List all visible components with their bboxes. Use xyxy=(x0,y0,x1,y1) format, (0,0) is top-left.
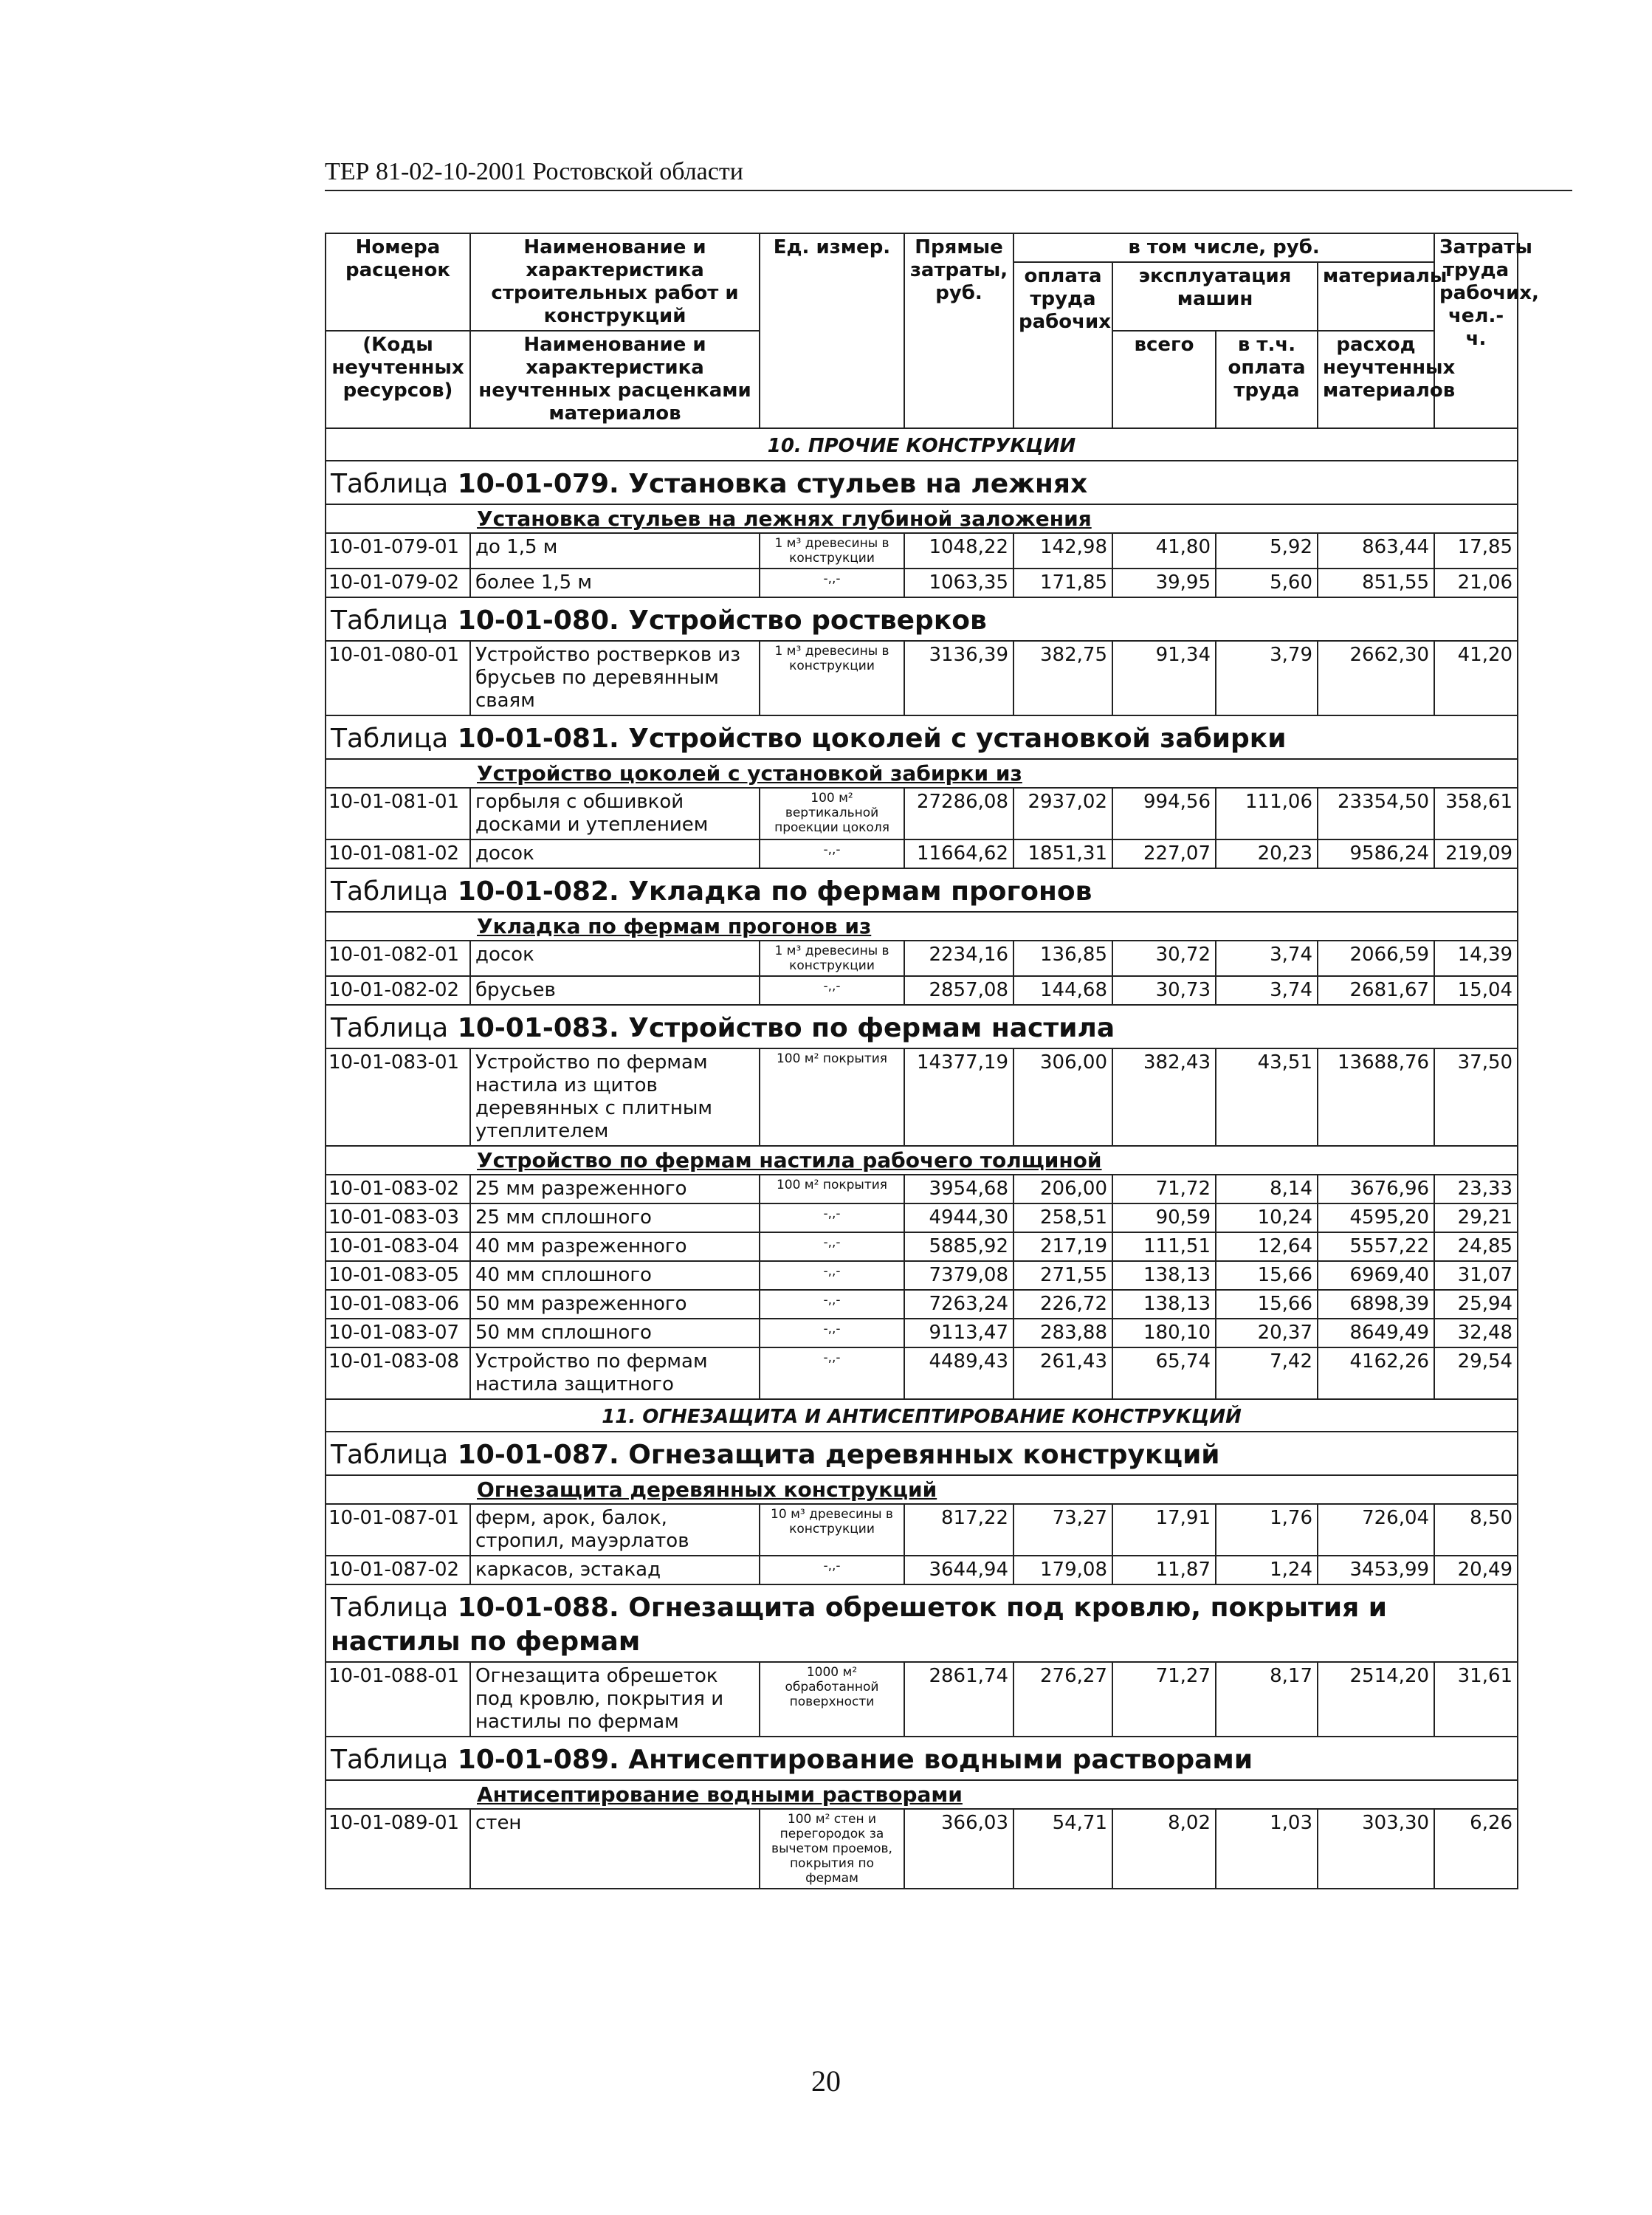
work-name: более 1,5 м xyxy=(470,569,760,597)
table-title-row xyxy=(326,1584,1518,1662)
work-name: до 1,5 м xyxy=(470,533,760,569)
table-row xyxy=(326,1504,1518,1556)
work-name: Огнезащита обрешеток под кровлю, покрытия и настилы по фермам xyxy=(470,1662,760,1737)
col-machines-header: эксплуатация машин xyxy=(1112,262,1318,331)
unit-of-measure: 1000 м² обработанной поверхности xyxy=(760,1662,904,1737)
work-name: стен xyxy=(470,1809,760,1889)
table-label: Таблица xyxy=(331,469,449,499)
table-title-row xyxy=(326,1005,1518,1048)
labor-pay: 54,71 xyxy=(1013,1809,1112,1889)
subtitle-row xyxy=(326,504,1518,533)
col-labor-header: Затраты труда рабочих, чел.-ч. xyxy=(1434,233,1518,428)
machine-cost: 382,43 xyxy=(1112,1048,1216,1146)
col-name-header: Наименование и характеристика строительных работ и конструкций xyxy=(470,233,760,331)
labor-pay: 276,27 xyxy=(1013,1662,1112,1737)
direct-cost: 1048,22 xyxy=(904,533,1013,569)
machine-labor-pay: 8,17 xyxy=(1216,1662,1318,1737)
machine-labor-pay: 15,66 xyxy=(1216,1261,1318,1290)
labor-hours: 14,39 xyxy=(1434,941,1518,976)
unit-of-measure: 100 м² вертикальной проекции цоколя xyxy=(760,788,904,839)
document-title: ТЕР 81-02-10-2001 Ростовской области xyxy=(325,158,743,185)
work-name: 25 мм сплошного xyxy=(470,1203,760,1232)
labor-pay: 283,88 xyxy=(1013,1319,1112,1347)
direct-cost: 7379,08 xyxy=(904,1261,1013,1290)
work-name: брусьев xyxy=(470,976,760,1005)
rate-code: 10-01-080-01 xyxy=(326,641,470,715)
unit-of-measure: 10 м³ древесины в конструкции xyxy=(760,1504,904,1556)
materials-cost: 5557,22 xyxy=(1318,1232,1434,1261)
machine-cost: 65,74 xyxy=(1112,1347,1216,1399)
work-name: 40 мм разреженного xyxy=(470,1232,760,1261)
direct-cost: 2861,74 xyxy=(904,1662,1013,1737)
materials-cost: 8649,49 xyxy=(1318,1319,1434,1347)
labor-pay: 73,27 xyxy=(1013,1504,1112,1556)
labor-hours: 24,85 xyxy=(1434,1232,1518,1261)
table-title: 10-01-080. Устройство ростверков xyxy=(457,605,987,636)
labor-pay: 206,00 xyxy=(1013,1175,1112,1203)
section-title: 10. ПРОЧИЕ КОНСТРУКЦИИ xyxy=(326,428,1518,461)
machine-labor-pay: 111,06 xyxy=(1216,788,1318,839)
machine-labor-pay: 5,92 xyxy=(1216,533,1318,569)
col-direct-header: Прямые затраты, руб. xyxy=(904,233,1013,428)
unit-of-measure: 1 м³ древесины в конструкции xyxy=(760,533,904,569)
table-title-row xyxy=(326,1432,1518,1475)
table-row xyxy=(326,788,1518,839)
machine-cost: 8,02 xyxy=(1112,1809,1216,1889)
labor-hours: 41,20 xyxy=(1434,641,1518,715)
machine-labor-pay: 10,24 xyxy=(1216,1203,1318,1232)
machine-cost: 180,10 xyxy=(1112,1319,1216,1347)
col-total-header: всего xyxy=(1112,331,1216,428)
col-codes-header: (Коды неучтенных ресурсов) xyxy=(326,331,470,428)
table-title: 10-01-089. Антисептирование водными растворами xyxy=(457,1745,1253,1775)
machine-cost: 11,87 xyxy=(1112,1556,1216,1584)
machine-cost: 41,80 xyxy=(1112,533,1216,569)
labor-pay: 217,19 xyxy=(1013,1232,1112,1261)
direct-cost: 11664,62 xyxy=(904,839,1013,868)
section-title: 11. ОГНЕЗАЩИТА И АНТИСЕПТИРОВАНИЕ КОНСТРУКЦИЙ xyxy=(326,1399,1518,1432)
unit-of-measure: 100 м² стен и перегородок за вычетом проемов, покрытия по фермам xyxy=(760,1809,904,1889)
table-body xyxy=(326,428,1518,1889)
machine-cost: 30,72 xyxy=(1112,941,1216,976)
table-title: 10-01-083. Устройство по фермам настила xyxy=(457,1013,1115,1043)
labor-pay: 2937,02 xyxy=(1013,788,1112,839)
machine-labor-pay: 1,03 xyxy=(1216,1809,1318,1889)
labor-pay: 261,43 xyxy=(1013,1347,1112,1399)
direct-cost: 9113,47 xyxy=(904,1319,1013,1347)
machine-cost: 90,59 xyxy=(1112,1203,1216,1232)
direct-cost: 3136,39 xyxy=(904,641,1013,715)
direct-cost: 4489,43 xyxy=(904,1347,1013,1399)
direct-cost: 2857,08 xyxy=(904,976,1013,1005)
machine-labor-pay: 1,24 xyxy=(1216,1556,1318,1584)
table-title-row xyxy=(326,597,1518,641)
machine-labor-pay: 7,42 xyxy=(1216,1347,1318,1399)
materials-cost: 6969,40 xyxy=(1318,1261,1434,1290)
rate-code: 10-01-079-02 xyxy=(326,569,470,597)
direct-cost: 3644,94 xyxy=(904,1556,1013,1584)
labor-pay: 144,68 xyxy=(1013,976,1112,1005)
materials-cost: 2681,67 xyxy=(1318,976,1434,1005)
materials-cost: 726,04 xyxy=(1318,1504,1434,1556)
machine-cost: 39,95 xyxy=(1112,569,1216,597)
labor-hours: 29,21 xyxy=(1434,1203,1518,1232)
table-label: Таблица xyxy=(331,1745,449,1775)
unit-of-measure: -,,- xyxy=(760,976,904,1005)
table-subtitle: Укладка по фермам прогонов из xyxy=(326,912,1518,941)
table-title-row xyxy=(326,1737,1518,1780)
table-label: Таблица xyxy=(331,605,449,636)
rate-code: 10-01-089-01 xyxy=(326,1809,470,1889)
direct-cost: 7263,24 xyxy=(904,1290,1013,1319)
table-title: 10-01-081. Устройство цоколей с установкой забирки xyxy=(457,724,1287,754)
subtitle-row xyxy=(326,1475,1518,1504)
col-machpay-header: в т.ч. оплата труда xyxy=(1216,331,1318,428)
price-table xyxy=(325,233,1539,1889)
rate-code: 10-01-083-07 xyxy=(326,1319,470,1347)
labor-pay: 171,85 xyxy=(1013,569,1112,597)
machine-cost: 30,73 xyxy=(1112,976,1216,1005)
section-row xyxy=(326,1399,1518,1432)
work-name: 40 мм сплошного xyxy=(470,1261,760,1290)
table-title: 10-01-082. Укладка по фермам прогонов xyxy=(457,876,1092,907)
labor-pay: 306,00 xyxy=(1013,1048,1112,1146)
table-row xyxy=(326,941,1518,976)
materials-cost: 851,55 xyxy=(1318,569,1434,597)
rate-code: 10-01-083-05 xyxy=(326,1261,470,1290)
direct-cost: 27286,08 xyxy=(904,788,1013,839)
subtitle-row xyxy=(326,1146,1518,1175)
labor-pay: 136,85 xyxy=(1013,941,1112,976)
labor-pay: 271,55 xyxy=(1013,1261,1112,1290)
table-row xyxy=(326,1261,1518,1290)
subtitle-row xyxy=(326,1780,1518,1809)
machine-cost: 17,91 xyxy=(1112,1504,1216,1556)
machine-cost: 138,13 xyxy=(1112,1261,1216,1290)
table-header xyxy=(326,233,1539,428)
machine-labor-pay: 1,76 xyxy=(1216,1504,1318,1556)
labor-hours: 29,54 xyxy=(1434,1347,1518,1399)
table-label: Таблица xyxy=(331,724,449,754)
work-name: 25 мм разреженного xyxy=(470,1175,760,1203)
labor-pay: 382,75 xyxy=(1013,641,1112,715)
table-label: Таблица xyxy=(331,876,449,907)
materials-cost: 2662,30 xyxy=(1318,641,1434,715)
machine-cost: 227,07 xyxy=(1112,839,1216,868)
labor-pay: 258,51 xyxy=(1013,1203,1112,1232)
direct-cost: 4944,30 xyxy=(904,1203,1013,1232)
col-materials-header: материалы xyxy=(1318,262,1434,331)
rate-code: 10-01-083-03 xyxy=(326,1203,470,1232)
unit-of-measure: 1 м³ древесины в конструкции xyxy=(760,641,904,715)
machine-labor-pay: 3,74 xyxy=(1216,976,1318,1005)
direct-cost: 366,03 xyxy=(904,1809,1013,1889)
col-incl-header: в том числе, руб. xyxy=(1013,233,1434,262)
table-row xyxy=(326,1175,1518,1203)
table-subtitle: Устройство по фермам настила рабочего толщиной xyxy=(326,1146,1518,1175)
labor-hours: 6,26 xyxy=(1434,1809,1518,1889)
direct-cost: 1063,35 xyxy=(904,569,1013,597)
table-row xyxy=(326,976,1518,1005)
table-title: 10-01-079. Установка стульев на лежнях xyxy=(457,469,1088,499)
table-subtitle: Устройство цоколей с установкой забирки из xyxy=(326,759,1518,788)
machine-labor-pay: 20,23 xyxy=(1216,839,1318,868)
labor-hours: 32,48 xyxy=(1434,1319,1518,1347)
direct-cost: 14377,19 xyxy=(904,1048,1013,1146)
work-name: 50 мм разреженного xyxy=(470,1290,760,1319)
unit-of-measure: -,,- xyxy=(760,1556,904,1584)
rate-code: 10-01-083-06 xyxy=(326,1290,470,1319)
work-name: горбыля с обшивкой досками и утеплением xyxy=(470,788,760,839)
labor-hours: 8,50 xyxy=(1434,1504,1518,1556)
labor-pay: 226,72 xyxy=(1013,1290,1112,1319)
unit-of-measure: -,,- xyxy=(760,1290,904,1319)
labor-hours: 219,09 xyxy=(1434,839,1518,868)
work-name: 50 мм сплошного xyxy=(470,1319,760,1347)
unit-of-measure: -,,- xyxy=(760,1261,904,1290)
labor-hours: 15,04 xyxy=(1434,976,1518,1005)
materials-cost: 2066,59 xyxy=(1318,941,1434,976)
labor-hours: 31,07 xyxy=(1434,1261,1518,1290)
table-row xyxy=(326,839,1518,868)
table-row xyxy=(326,1203,1518,1232)
table-subtitle: Установка стульев на лежнях глубиной заложения xyxy=(326,504,1518,533)
title-rule xyxy=(325,190,1572,191)
col-name2-header: Наименование и характеристика неучтенных расценками материалов xyxy=(470,331,760,428)
labor-hours: 37,50 xyxy=(1434,1048,1518,1146)
machine-labor-pay: 43,51 xyxy=(1216,1048,1318,1146)
labor-hours: 17,85 xyxy=(1434,533,1518,569)
rate-code: 10-01-083-01 xyxy=(326,1048,470,1146)
rate-code: 10-01-081-02 xyxy=(326,839,470,868)
work-name: Устройство ростверков из брусьев по деревянным сваям xyxy=(470,641,760,715)
rate-code: 10-01-082-02 xyxy=(326,976,470,1005)
materials-cost: 863,44 xyxy=(1318,533,1434,569)
table-subtitle: Антисептирование водными растворами xyxy=(326,1780,1518,1809)
rate-code: 10-01-083-04 xyxy=(326,1232,470,1261)
machine-cost: 71,72 xyxy=(1112,1175,1216,1203)
table-row xyxy=(326,1319,1518,1347)
table-row xyxy=(326,569,1518,597)
price-table-frame xyxy=(325,233,1539,2041)
materials-cost: 4162,26 xyxy=(1318,1347,1434,1399)
machine-cost: 91,34 xyxy=(1112,641,1216,715)
rate-code: 10-01-083-02 xyxy=(326,1175,470,1203)
table-title-row xyxy=(326,868,1518,912)
unit-of-measure: -,,- xyxy=(760,1319,904,1347)
table-subtitle: Огнезащита деревянных конструкций xyxy=(326,1475,1518,1504)
labor-hours: 31,61 xyxy=(1434,1662,1518,1737)
table-row xyxy=(326,1048,1518,1146)
materials-cost: 6898,39 xyxy=(1318,1290,1434,1319)
materials-cost: 3453,99 xyxy=(1318,1556,1434,1584)
table-row xyxy=(326,1347,1518,1399)
work-name: Устройство по фермам настила защитного xyxy=(470,1347,760,1399)
table-row xyxy=(326,1556,1518,1584)
labor-hours: 21,06 xyxy=(1434,569,1518,597)
materials-cost: 13688,76 xyxy=(1318,1048,1434,1146)
table-title-row xyxy=(326,715,1518,759)
table-row xyxy=(326,533,1518,569)
col-matexp-header: расход неучтенных материалов xyxy=(1318,331,1434,428)
materials-cost: 2514,20 xyxy=(1318,1662,1434,1737)
machine-labor-pay: 20,37 xyxy=(1216,1319,1318,1347)
rate-code: 10-01-079-01 xyxy=(326,533,470,569)
materials-cost: 9586,24 xyxy=(1318,839,1434,868)
unit-of-measure: 100 м² покрытия xyxy=(760,1175,904,1203)
unit-of-measure: -,,- xyxy=(760,569,904,597)
col-pay-header: оплата труда рабочих xyxy=(1013,262,1112,428)
rate-code: 10-01-087-01 xyxy=(326,1504,470,1556)
machine-labor-pay: 3,79 xyxy=(1216,641,1318,715)
materials-cost: 4595,20 xyxy=(1318,1203,1434,1232)
subtitle-row xyxy=(326,759,1518,788)
col-unit-header: Ед. измер. xyxy=(760,233,904,428)
materials-cost: 23354,50 xyxy=(1318,788,1434,839)
labor-hours: 23,33 xyxy=(1434,1175,1518,1203)
machine-cost: 994,56 xyxy=(1112,788,1216,839)
materials-cost: 303,30 xyxy=(1318,1809,1434,1889)
labor-pay: 142,98 xyxy=(1013,533,1112,569)
table-row xyxy=(326,1662,1518,1737)
table-row xyxy=(326,641,1518,715)
table-label: Таблица xyxy=(331,1440,449,1470)
subtitle-row xyxy=(326,912,1518,941)
labor-pay: 179,08 xyxy=(1013,1556,1112,1584)
rate-code: 10-01-088-01 xyxy=(326,1662,470,1737)
table-title: 10-01-088. Огнезащита обрешеток под кровлю, покрытия и настилы по фермам xyxy=(331,1593,1387,1657)
machine-cost: 71,27 xyxy=(1112,1662,1216,1737)
machine-labor-pay: 3,74 xyxy=(1216,941,1318,976)
rate-code: 10-01-082-01 xyxy=(326,941,470,976)
table-row xyxy=(326,1809,1518,1889)
unit-of-measure: -,,- xyxy=(760,1347,904,1399)
rate-code: 10-01-083-08 xyxy=(326,1347,470,1399)
table-label: Таблица xyxy=(331,1013,449,1043)
machine-labor-pay: 15,66 xyxy=(1216,1290,1318,1319)
unit-of-measure: 100 м² покрытия xyxy=(760,1048,904,1146)
work-name: досок xyxy=(470,839,760,868)
col-numbers-header: Номера расценок xyxy=(326,233,470,331)
work-name: Устройство по фермам настила из щитов деревянных с плитным утеплителем xyxy=(470,1048,760,1146)
labor-hours: 20,49 xyxy=(1434,1556,1518,1584)
machine-cost: 111,51 xyxy=(1112,1232,1216,1261)
machine-labor-pay: 5,60 xyxy=(1216,569,1318,597)
table-row xyxy=(326,1232,1518,1261)
table-title-row xyxy=(326,461,1518,504)
table-title: 10-01-087. Огнезащита деревянных конструкций xyxy=(457,1440,1220,1470)
table-row xyxy=(326,1290,1518,1319)
unit-of-measure: -,,- xyxy=(760,1203,904,1232)
rate-code: 10-01-081-01 xyxy=(326,788,470,839)
direct-cost: 2234,16 xyxy=(904,941,1013,976)
page-number: 20 xyxy=(811,2064,841,2098)
machine-labor-pay: 8,14 xyxy=(1216,1175,1318,1203)
work-name: ферм, арок, балок, стропил, мауэрлатов xyxy=(470,1504,760,1556)
direct-cost: 817,22 xyxy=(904,1504,1013,1556)
labor-hours: 25,94 xyxy=(1434,1290,1518,1319)
unit-of-measure: -,,- xyxy=(760,1232,904,1261)
section-row xyxy=(326,428,1518,461)
unit-of-measure: -,,- xyxy=(760,839,904,868)
labor-hours: 358,61 xyxy=(1434,788,1518,839)
materials-cost: 3676,96 xyxy=(1318,1175,1434,1203)
work-name: досок xyxy=(470,941,760,976)
table-label: Таблица xyxy=(331,1593,449,1623)
work-name: каркасов, эстакад xyxy=(470,1556,760,1584)
direct-cost: 3954,68 xyxy=(904,1175,1013,1203)
machine-cost: 138,13 xyxy=(1112,1290,1216,1319)
labor-pay: 1851,31 xyxy=(1013,839,1112,868)
direct-cost: 5885,92 xyxy=(904,1232,1013,1261)
rate-code: 10-01-087-02 xyxy=(326,1556,470,1584)
unit-of-measure: 1 м³ древесины в конструкции xyxy=(760,941,904,976)
machine-labor-pay: 12,64 xyxy=(1216,1232,1318,1261)
